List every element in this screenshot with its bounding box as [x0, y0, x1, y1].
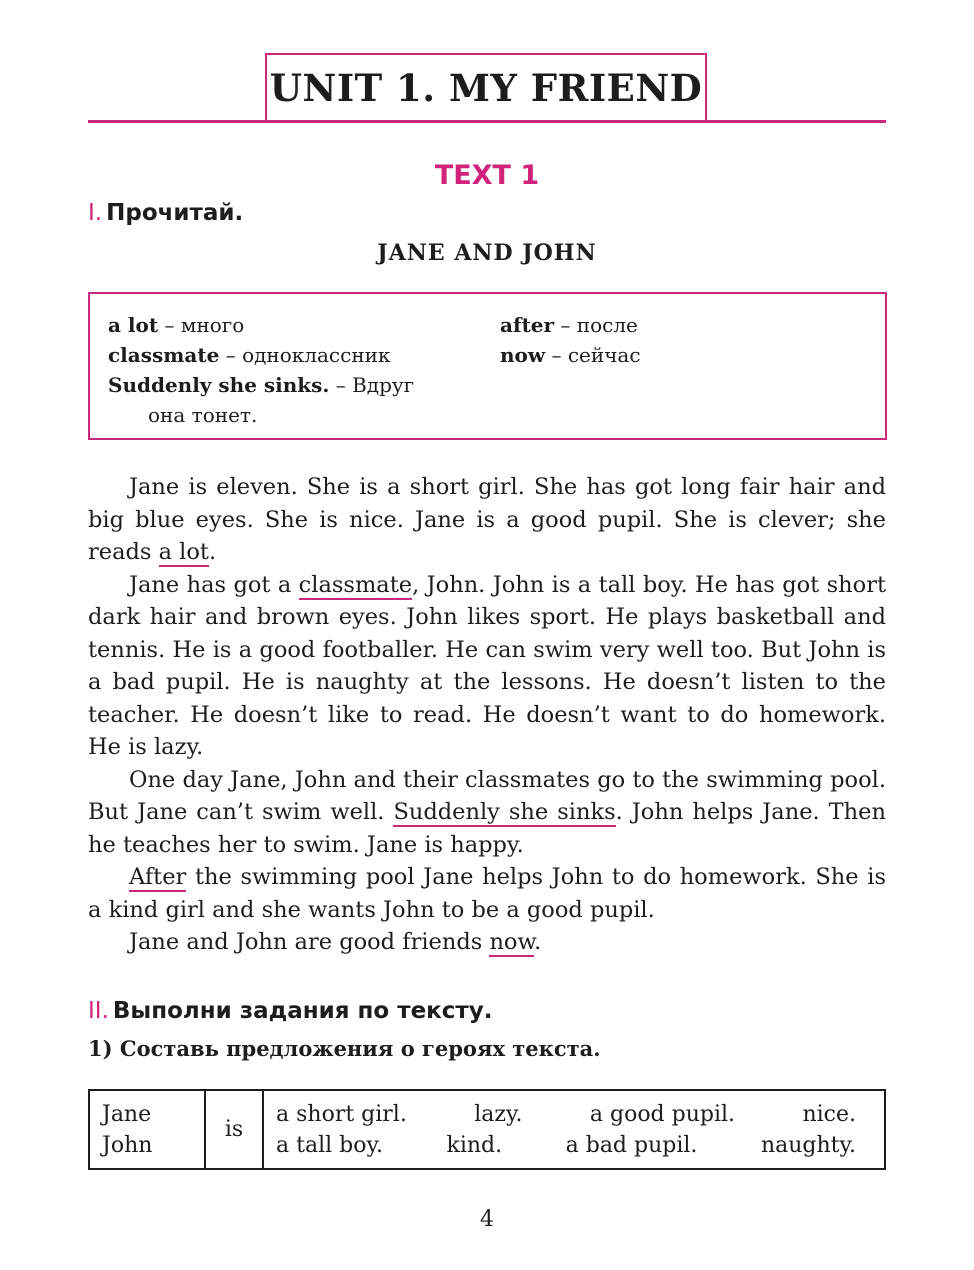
- vocab-item-now: [500, 340, 860, 370]
- predicate-row-1: [276, 1099, 884, 1130]
- vocabulary-column-left: [108, 310, 468, 430]
- vocabulary-box: [88, 292, 887, 440]
- vocab-sep: –: [219, 343, 243, 367]
- story-paragraph: [88, 861, 886, 926]
- vocab-term: a lot: [108, 313, 159, 337]
- underlined-word: a lot: [158, 539, 209, 565]
- vocab-translation: Вдруг: [352, 373, 415, 397]
- predicate-option: a good pupil.: [589, 1102, 736, 1127]
- text-heading: TEXT 1: [434, 160, 540, 191]
- subject-jane: Jane: [102, 1102, 152, 1127]
- story-paragraph: [88, 471, 886, 569]
- predicate-option: a tall boy.: [276, 1133, 383, 1158]
- vocab-term: classmate: [108, 343, 220, 367]
- task-1-heading: 1) Составь предложения о героях текста.: [88, 1036, 601, 1061]
- predicate-option: a short girl.: [276, 1102, 407, 1127]
- story-paragraph: [88, 926, 886, 959]
- story-text-run: . John helps Jane. Then he teaches her to swim. Jane is happy.: [88, 799, 886, 858]
- vocab-term: Suddenly she sinks.: [108, 373, 330, 397]
- vocab-translation: сейчас: [567, 343, 641, 367]
- story-paragraph: [88, 569, 886, 764]
- story-title: JANE AND JOHN: [377, 240, 597, 266]
- predicate-option: lazy.: [474, 1102, 523, 1127]
- vocab-item-suddenly: [108, 370, 468, 430]
- predicate-option: nice.: [802, 1102, 856, 1127]
- story-paragraph: [88, 764, 886, 862]
- predicate-row-2: [276, 1130, 884, 1161]
- section-1-label: Прочитай.: [106, 200, 244, 226]
- section-2-number: II.: [88, 998, 109, 1024]
- subject-john: John: [102, 1133, 153, 1158]
- underlined-word: classmate: [298, 571, 413, 598]
- vocabulary-column-right: [500, 310, 860, 370]
- story-text: [88, 471, 886, 959]
- vocab-translation: много: [180, 313, 245, 337]
- story-text-run: Jane has got a: [129, 571, 299, 598]
- section-1-number: I.: [88, 200, 103, 226]
- vocab-sep: –: [329, 373, 353, 397]
- vocab-translation-continued: она тонет.: [148, 403, 258, 427]
- vocab-term: now: [500, 343, 546, 367]
- verb-cell: [206, 1091, 264, 1168]
- predicate-option: a bad pupil.: [565, 1133, 698, 1158]
- vocab-sep: –: [158, 313, 181, 337]
- unit-title-rule: [88, 120, 886, 123]
- story-text-run: .: [534, 929, 542, 955]
- vocab-sep: –: [554, 313, 577, 337]
- section-2-heading: [88, 998, 492, 1024]
- section-1-heading: [88, 200, 243, 226]
- vocab-translation: одноклассник: [242, 343, 391, 367]
- sentence-table: [88, 1089, 886, 1170]
- underlined-word: After: [129, 864, 187, 890]
- underlined-word: Suddenly she sinks: [393, 799, 616, 825]
- underlined-word: now: [489, 929, 535, 955]
- subjects-cell: [90, 1091, 206, 1168]
- story-text-run: .: [208, 539, 217, 565]
- story-text-run: Jane is eleven. She is a short girl. She has got long fair hair and big blue eyes. She is nice. Jane is a good pupil. She is clever; she reads: [88, 474, 886, 565]
- vocab-item-after: [500, 310, 860, 340]
- predicates-cell: [262, 1091, 884, 1168]
- predicate-option: naughty.: [760, 1133, 856, 1158]
- predicate-option: kind.: [446, 1133, 503, 1158]
- story-text-run: Jane and John are good friends: [129, 929, 490, 955]
- page-number: 4: [480, 1207, 494, 1232]
- story-text-run: , John. John is a tall boy. He has got short dark hair and brown eyes. John likes sport. He plays basketball and tennis. He is a good footballer. He can swim very well too. But John is a bad pupil. He is naughty at the lessons. He doesn’t listen to the teacher. He doesn’t like to read. He doesn’t want to do homework. He is lazy.: [88, 571, 886, 760]
- vocab-item-a-lot: [108, 310, 468, 340]
- vocab-term: after: [500, 313, 555, 337]
- story-text-run: the swimming pool Jane helps John to do homework. She is a kind girl and she wants John to be a good pupil.: [88, 864, 886, 923]
- unit-title: UNIT 1. MY FRIEND: [265, 53, 707, 121]
- vocab-translation: после: [576, 313, 638, 337]
- section-2-label: Выполни задания по тексту.: [112, 998, 493, 1024]
- vocab-item-classmate: [108, 340, 468, 370]
- story-text-run: One day Jane, John and their classmates go to the swimming pool. But Jane can’t swim well.: [88, 766, 886, 825]
- verb-is: is: [224, 1117, 244, 1142]
- vocab-sep: –: [545, 343, 568, 367]
